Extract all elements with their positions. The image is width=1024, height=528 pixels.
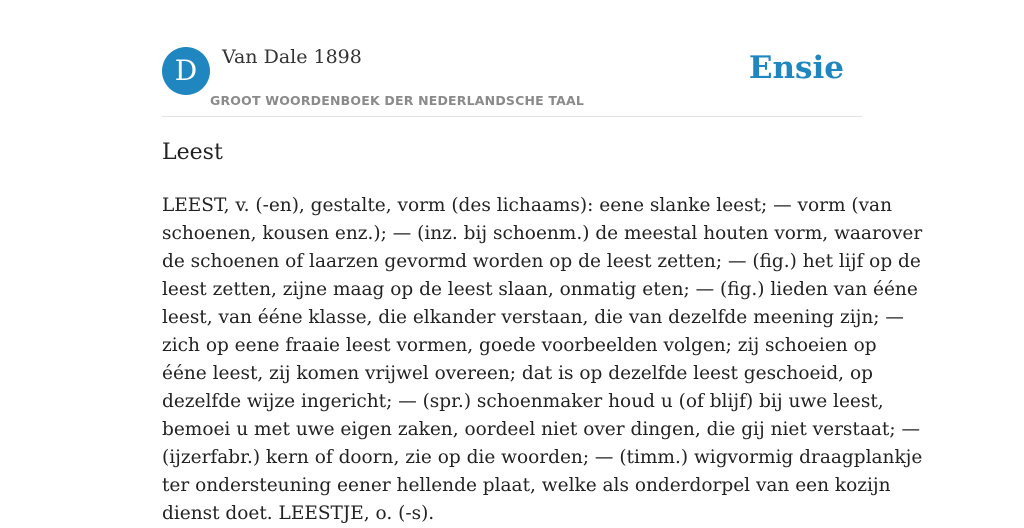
- definition-line: LEEST, v. (-en), gestalte, vorm (des lichaams): eene slanke leest; — vorm (van: [162, 195, 893, 216]
- dictionary-subtitle: GROOT WOORDENBOEK DER NEDERLANDSCHE TAAL: [210, 93, 585, 108]
- entry-title: Leest: [162, 140, 223, 165]
- ensie-logo[interactable]: Ensie: [748, 50, 844, 86]
- definition-line: bemoei u met uwe eigen zaken, oordeel niet over dingen, die gij niet verstaat; —: [162, 419, 920, 440]
- dictionary-header: [162, 46, 862, 117]
- definition-line: dezelfde wijze ingericht; — (spr.) schoenmaker houd u (of blijf) bij uwe leest,: [162, 391, 884, 412]
- definition-line: leest zetten, zijne maag op de leest slaan, onmatig eten; — (fig.) lieden van ééne: [162, 279, 918, 300]
- definition-line: zich op eene fraaie leest vormen, goede voorbeelden volgen; zij schoeien op: [162, 335, 877, 356]
- definition-line: leest, van ééne klasse, die elkander verstaan, die van dezelfde meening zijn; —: [162, 307, 904, 328]
- definition-line: dienst doet. LEESTJE, o. (-s).: [162, 503, 435, 524]
- entry-definition: [162, 192, 923, 528]
- dictionary-avatar[interactable]: D: [162, 47, 210, 95]
- definition-line: schoenen, kousen enz.); — (inz. bij schoenm.) de meestal houten vorm, waarover: [162, 223, 923, 244]
- definition-line: de schoenen of laarzen gevormd worden op de leest zetten; — (fig.) het lijf op de: [162, 251, 921, 272]
- definition-line: (ijzerfabr.) kern of doorn, zie op die woorden; — (timm.) wigvormig draagplankje: [162, 447, 923, 468]
- dictionary-name-link[interactable]: Van Dale 1898: [222, 46, 362, 68]
- definition-line: ter ondersteuning eener hellende plaat, welke als onderdorpel van een kozijn: [162, 475, 891, 496]
- definition-line: ééne leest, zij komen vrijwel overeen; dat is op dezelfde leest geschoeid, op: [162, 363, 873, 384]
